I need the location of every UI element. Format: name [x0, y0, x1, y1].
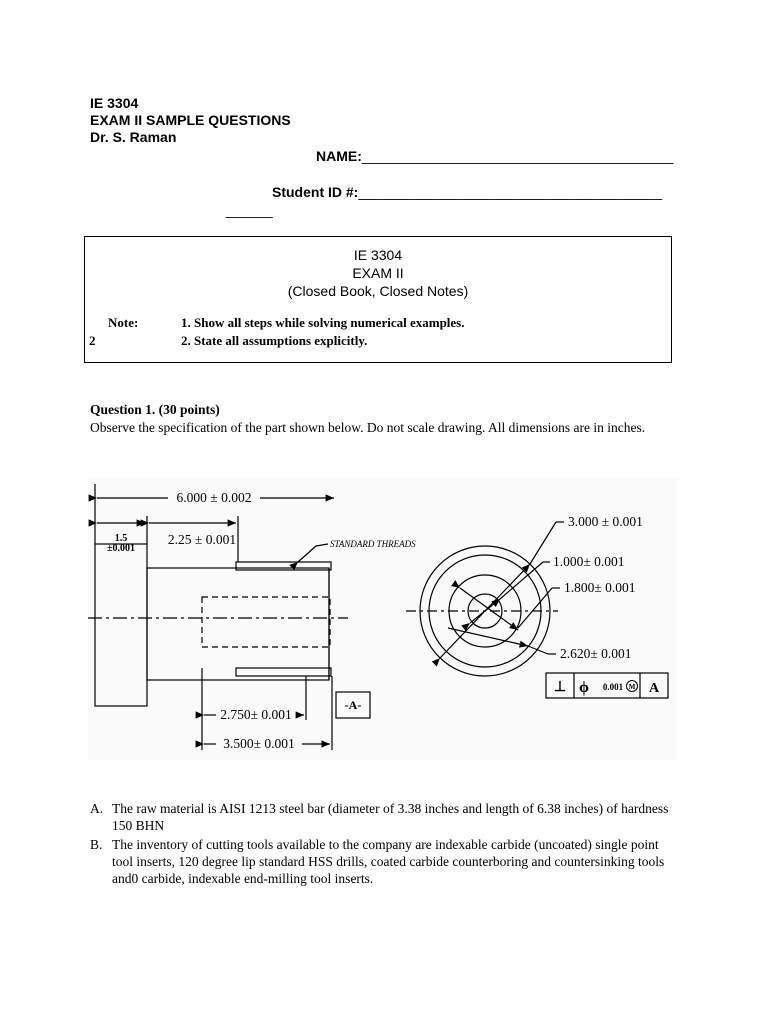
dim-flange-tolerance: ±0.001	[107, 543, 135, 554]
question-1-text: Observe the specification of the part shown below. Do not scale drawing. All dimensions are in inches.	[90, 420, 646, 435]
name-line: ________________________________________	[361, 148, 674, 164]
dim-inner-diameter: 1.000± 0.001	[553, 554, 625, 569]
student-id-label: Student ID #:	[272, 184, 359, 200]
list-item-label: B.	[90, 837, 103, 852]
dim-bore-length: 2.750± 0.001	[220, 707, 292, 722]
list-item-label: A.	[90, 801, 104, 816]
note-label: Note:	[108, 315, 139, 330]
dim-body-length: 3.500± 0.001	[223, 736, 295, 751]
exam-info-box	[84, 236, 672, 363]
diameter-symbol-icon: ϕ	[579, 679, 589, 696]
note-item-2: 2. State all assumptions explicitly.	[181, 333, 368, 348]
dim-outer-diameter: 3.000 ± 0.001	[568, 514, 643, 529]
student-id-line-continued: ______	[226, 202, 273, 218]
datum-a-label: -A-	[344, 698, 362, 712]
mmc-modifier-letter: M	[628, 683, 636, 691]
name-field[interactable]	[316, 148, 673, 165]
thread-bottom	[236, 668, 331, 676]
bore-hidden-lines	[202, 597, 330, 647]
list-item-text: The inventory of cutting tools available to the company are indexable carbide (uncoated) single point tool inserts, 120 degree lip standard HSS drills, coated carbide counterboring and countersinking tools and0 carbide, indexable end-milling tool inserts.	[112, 837, 665, 886]
box-course: IE 3304	[353, 247, 403, 263]
list-item-text: The raw material is AISI 1213 steel bar (diameter of 3.38 inches and length of 6.38 inches) of hardness 150 BHN	[112, 801, 669, 833]
fcf-tolerance: 0.001	[602, 682, 624, 692]
dim-flange-length: 1.5	[114, 533, 128, 544]
box-mode: (Closed Book, Closed Notes)	[287, 283, 469, 299]
shaft-body	[147, 568, 329, 680]
exam-title: EXAM II SAMPLE QUESTIONS	[90, 112, 291, 128]
dim-ring-diameter: 2.620± 0.001	[560, 646, 632, 661]
instructor: Dr. S. Raman	[90, 129, 177, 145]
name-label: NAME:	[316, 148, 362, 164]
flange-outline	[95, 544, 147, 706]
list-item	[90, 836, 680, 888]
dim-shoulder-length: 2.25 ± 0.001	[167, 532, 237, 547]
student-id-line: _______________________________________	[358, 184, 663, 200]
dim-overall-length: 6.000 ± 0.002	[176, 490, 252, 505]
student-id-field[interactable]	[272, 184, 662, 201]
note-item-1: 1. Show all steps while solving numerical examples.	[181, 315, 465, 330]
thread-top	[236, 562, 331, 570]
list-item	[90, 800, 680, 834]
question-1-title: Question 1. (30 points)	[90, 402, 220, 417]
margin-number: 2	[89, 333, 96, 348]
part-drawing	[88, 478, 678, 760]
box-exam: EXAM II	[352, 265, 404, 281]
dim-mid-diameter: 1.800± 0.001	[564, 580, 636, 595]
course-code: IE 3304	[90, 95, 139, 111]
perpendicularity-icon: ⊥	[553, 680, 567, 695]
standard-threads-note: STANDARD THREADS	[330, 539, 416, 549]
part-drawing-svg	[88, 478, 678, 760]
fcf-datum: A	[648, 681, 660, 696]
